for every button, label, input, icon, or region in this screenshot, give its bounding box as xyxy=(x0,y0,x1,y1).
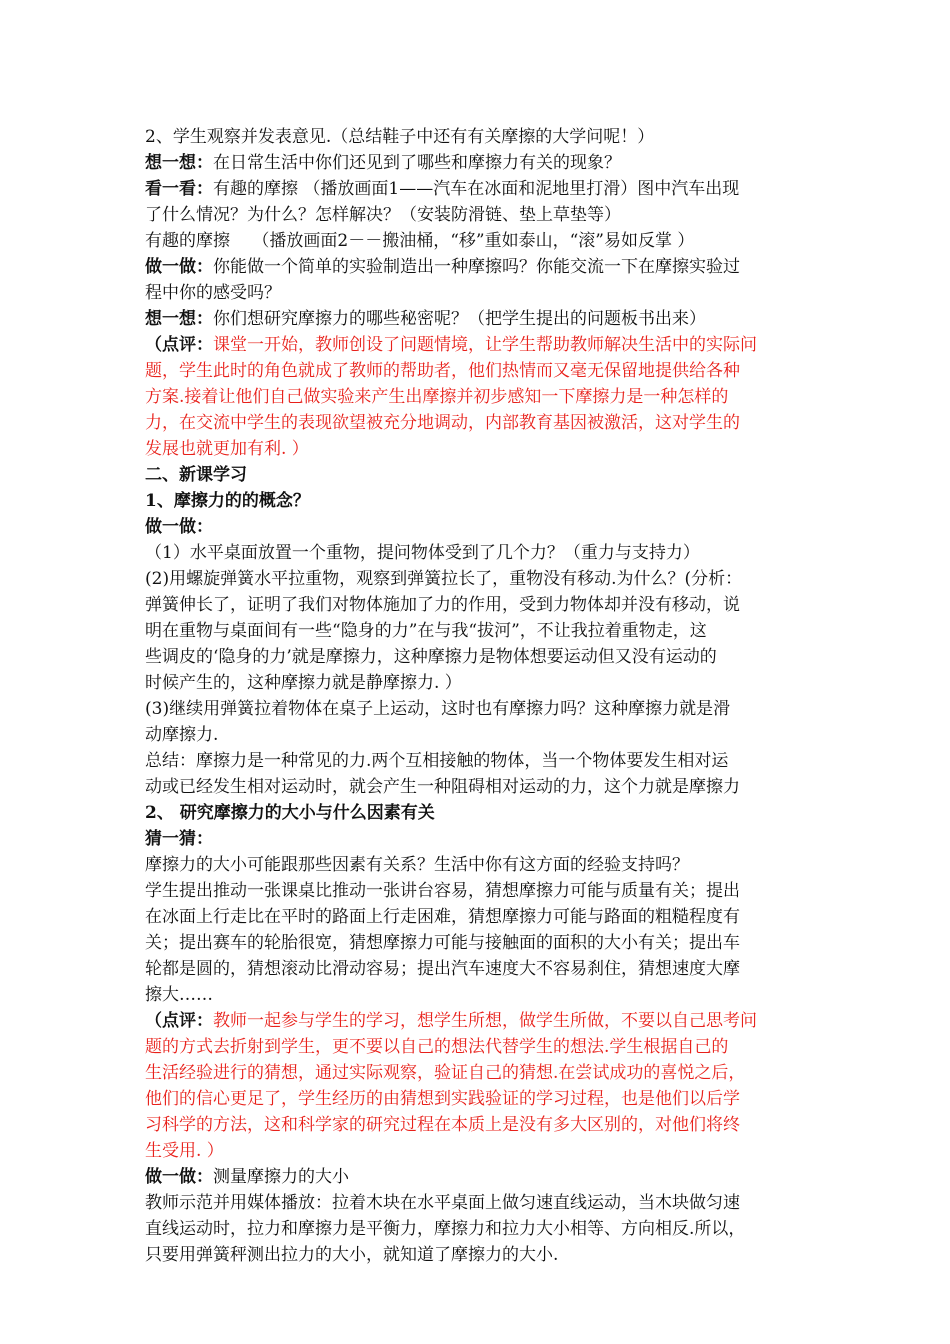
guess-answer-line-5: 擦大…… xyxy=(145,985,213,1005)
comment-1-line-5: 发展也就更加有利. ） xyxy=(145,439,309,459)
step-2-line-3: 明在重物与桌面间有一些“隐身的力”在与我“拔河”，不让我拉着重物走，这 xyxy=(145,621,707,641)
comment-2-text-1: 教师一起参与学生的学习，想学生所想，做学生所做，不要以自己思考问 xyxy=(213,1011,757,1031)
paragraph-think xyxy=(145,150,817,176)
comment-1-line-2: 题，学生此时的角色就成了教师的帮助者，他们热情而又毫无保留地提供给各种 xyxy=(145,361,740,381)
guess-answer-line-1: 学生提出推动一张课桌比推动一张讲台容易，猜想摩擦力可能与质量有关；提出 xyxy=(145,881,740,901)
paragraph-look-line-2: 了什么情况？为什么？怎样解决？（安装防滑链、垫上草垫等） xyxy=(145,205,621,225)
paragraph-look-line-1 xyxy=(145,176,817,202)
document-body xyxy=(145,124,817,1268)
comment-2-line-4: 他们的信心更足了，学生经历的由猜想到实践验证的学习过程，也是他们以后学 xyxy=(145,1089,740,1109)
summary-line-2: 动或已经发生相对运动时，就会产生一种阻碍相对运动的力，这个力就是摩擦力 xyxy=(145,777,740,797)
step-3-line-1: (3)继续用弹簧拉着物体在桌子上运动，这时也有摩擦力吗？这种摩擦力就是滑 xyxy=(145,699,731,719)
comment-1-line-1 xyxy=(145,332,817,358)
comment-2-line-2: 题的方式去折射到学生，更不要以自己的想法代替学生的想法.学生根据自己的 xyxy=(145,1037,729,1057)
paragraph-think-secrets xyxy=(145,306,817,332)
comment-1-text-1: 课堂一开始，教师创设了问题情境，让学生帮助教师解决生活中的实际问 xyxy=(213,335,757,355)
paragraph-interesting-friction: 有趣的摩擦 （播放画面2－－搬油桶，“移”重如泰山，“滚”易如反掌 ） xyxy=(145,231,695,251)
label-do: 做一做： xyxy=(145,257,213,277)
summary-line-1: 总结：摩擦力是一种常见的力.两个互相接触的物体，当一个物体要发生相对运 xyxy=(145,751,729,771)
heading-friction-factors: 2、 研究摩擦力的大小与什么因素有关 xyxy=(145,803,435,823)
step-2-line-4: 些调皮的‘隐身的力’就是摩擦力，这种摩擦力是物体想要运动但又没有运动的 xyxy=(145,647,717,667)
text-measure: 测量摩擦力的大小 xyxy=(213,1167,349,1187)
step-2-line-5: 时候产生的，这种摩擦力就是静摩擦力. ） xyxy=(145,673,462,693)
guess-answer-line-4: 轮都是圆的，猜想滚动比滑动容易；提出汽车速度大不容易刹住，猜想速度大摩 xyxy=(145,959,740,979)
paragraph-observe: 2、学生观察并发表意见.（总结鞋子中还有有关摩擦的大学问呢！） xyxy=(145,127,655,147)
step-2-line-1: (2)用螺旋弹簧水平拉重物，观察到弹簧拉长了，重物没有移动.为什么？(分析： xyxy=(145,569,743,589)
section-heading-new-lesson: 二、新课学习 xyxy=(145,465,247,485)
paragraph-measure xyxy=(145,1164,817,1190)
text-think: 在日常生活中你们还见到了哪些和摩擦力有关的现象？ xyxy=(213,153,621,173)
comment-1-line-4: 力，在交流中学生的表现欲望被充分地调动，内部教育基因被激活，这对学生的 xyxy=(145,413,740,433)
comment-2-label: （点评： xyxy=(145,1011,213,1031)
comment-2-line-3: 生活经验进行的猜想，通过实际观察，验证自己的猜想.在尝试成功的喜悦之后， xyxy=(145,1063,746,1083)
step-3-line-2: 动摩擦力. xyxy=(145,725,219,745)
label-look: 看一看： xyxy=(145,179,213,199)
measure-line-1: 教师示范并用媒体播放：拉着木块在水平桌面上做匀速直线运动，当木块做匀速 xyxy=(145,1193,740,1213)
label-think-2: 想一想： xyxy=(145,309,213,329)
text-look-1: 有趣的摩擦 （播放画面1——汽车在冰面和泥地里打滑）图中汽车出现 xyxy=(213,179,740,199)
comment-1-label: （点评： xyxy=(145,335,213,355)
measure-line-2: 直线运动时，拉力和摩擦力是平衡力，摩擦力和拉力大小相等、方向相反.所以， xyxy=(145,1219,746,1239)
comment-1-line-3: 方案.接着让他们自己做实验来产生出摩擦并初步感知一下摩擦力是一种怎样的 xyxy=(145,387,729,407)
guess-answer-line-2: 在冰面上行走比在平时的路面上行走困难，猜想摩擦力可能与路面的粗糙程度有 xyxy=(145,907,740,927)
guess-question: 摩擦力的大小可能跟那些因素有关系？生活中你有这方面的经验支持吗？ xyxy=(145,855,689,875)
step-1: （1）水平桌面放置一个重物，提问物体受到了几个力？（重力与支持力） xyxy=(145,543,700,563)
comment-2-line-6: 生受用. ） xyxy=(145,1141,224,1161)
comment-2-line-5: 习科学的方法，这和科学家的研究过程在本质上是没有多大区别的，对他们将终 xyxy=(145,1115,740,1135)
text-think-secrets: 你们想研究摩擦力的哪些秘密呢？（把学生提出的问题板书出来） xyxy=(213,309,706,329)
label-think: 想一想： xyxy=(145,153,213,173)
comment-2-line-1 xyxy=(145,1008,817,1034)
label-do-3: 做一做： xyxy=(145,1167,213,1187)
paragraph-do-line-2: 程中你的感受吗？ xyxy=(145,283,281,303)
step-2-line-2: 弹簧伸长了，证明了我们对物体施加了力的作用，受到力物体却并没有移动，说 xyxy=(145,595,740,615)
measure-line-3: 只要用弹簧秤测出拉力的大小，就知道了摩擦力的大小. xyxy=(145,1245,559,1265)
label-guess: 猜一猜： xyxy=(145,829,213,849)
text-do-1: 你能做一个简单的实验制造出一种摩擦吗？你能交流一下在摩擦实验过 xyxy=(213,257,740,277)
label-do-2: 做一做： xyxy=(145,517,213,537)
paragraph-do-line-1 xyxy=(145,254,817,280)
guess-answer-line-3: 关；提出赛车的轮胎很宽，猜想摩擦力可能与接触面的面积的大小有关；提出车 xyxy=(145,933,740,953)
heading-friction-concept: 1、摩擦力的的概念？ xyxy=(145,491,310,511)
